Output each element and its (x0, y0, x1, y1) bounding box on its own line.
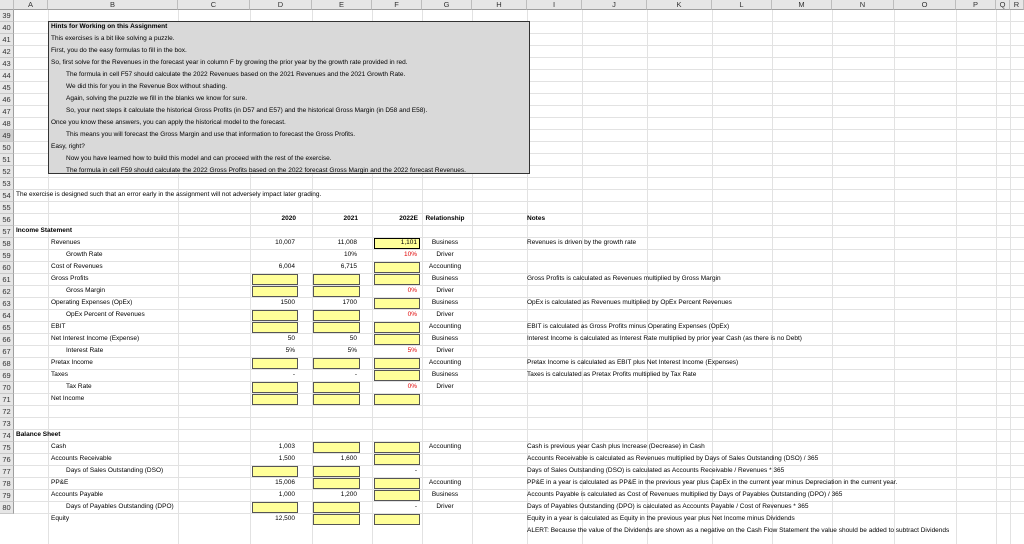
column-header-l[interactable]: L (712, 0, 772, 10)
row-header[interactable]: 65 (0, 322, 14, 334)
gridline (14, 225, 1024, 226)
gridline (14, 273, 1024, 274)
column-header-m[interactable]: M (772, 0, 832, 10)
gridline (14, 321, 1024, 322)
relationship-cell: Driver (436, 503, 454, 510)
row-header[interactable]: 64 (0, 310, 14, 322)
row-header[interactable]: 70 (0, 382, 14, 394)
balance-sheet-title: Balance Sheet (16, 431, 61, 438)
header-2022e: 2022E (399, 215, 418, 222)
cell-v2022[interactable]: - (414, 467, 417, 474)
header-notes: Notes (527, 215, 546, 222)
gridline (14, 297, 1024, 298)
cell-v2020[interactable]: 1,500 (278, 455, 295, 462)
header-relationship: Relationship (425, 215, 465, 222)
gridline (14, 333, 1024, 334)
column-header-n[interactable]: N (832, 0, 894, 10)
hint-line: The formula in cell F59 should calculate the 2022 Gross Profits based on the 2022 forecast Gross Margin and the 2022 forecast Revenues. (66, 167, 466, 174)
gridline (1010, 10, 1011, 544)
row-header[interactable]: 48 (0, 118, 14, 130)
gridline (996, 10, 997, 544)
input-cell[interactable] (252, 274, 298, 285)
column-header-h[interactable]: H (472, 0, 527, 10)
row-header[interactable]: 49 (0, 130, 14, 142)
note-cell: Equity in a year is calculated as Equity in the previous year plus Net Income minus Dividends (527, 515, 795, 522)
hint-line: This exercises is a bit like solving a puzzle. (51, 35, 175, 42)
row-header[interactable]: 43 (0, 58, 14, 70)
note-cell: Days of Payables Outstanding (DPO) is calculated as Accounts Payable / Cost of Revenues * 365 (527, 503, 809, 510)
input-cell[interactable] (252, 322, 298, 333)
income-statement-title: Income Statement (16, 227, 72, 234)
row-header[interactable]: 68 (0, 358, 14, 370)
relationship-cell: Driver (436, 287, 454, 294)
row-label: Net Income (51, 395, 85, 402)
gridline (14, 441, 1024, 442)
cell-v2021[interactable]: 5% (347, 347, 357, 354)
row-label: Tax Rate (66, 383, 92, 390)
cell-v2021[interactable]: 1,600 (340, 455, 357, 462)
cell-v2022[interactable]: - (414, 503, 417, 510)
gridline (14, 453, 1024, 454)
row-label: EBIT (51, 323, 66, 330)
row-header[interactable]: 46 (0, 94, 14, 106)
cell-v2020[interactable]: 50 (287, 335, 295, 342)
cell-v2020[interactable]: 6,004 (278, 263, 295, 270)
relationship-cell: Accounting (428, 323, 462, 330)
input-cell[interactable] (313, 382, 360, 393)
row-header[interactable]: 53 (0, 178, 14, 190)
gridline (14, 513, 1024, 514)
row-label: Accounts Payable (51, 491, 104, 498)
row-label: Gross Profits (51, 275, 89, 282)
select-all-corner[interactable] (0, 0, 14, 10)
note-cell: Cash is previous year Cash plus Increase (Decrease) in Cash (527, 443, 705, 450)
row-header[interactable]: 75 (0, 442, 14, 454)
cell-v2021[interactable]: 1700 (342, 299, 357, 306)
column-header-q[interactable]: Q (996, 0, 1010, 10)
relationship-cell: Business (431, 491, 459, 498)
row-header[interactable]: 74 (0, 430, 14, 442)
column-header-f[interactable]: F (372, 0, 422, 10)
hint-line: Once you know these answers, you can apply the historical model to the forecast. (51, 119, 286, 126)
relationship-cell: Business (431, 371, 459, 378)
column-header-k[interactable]: K (647, 0, 712, 10)
gridline (14, 357, 1024, 358)
note-cell: Days of Sales Outstanding (DSO) is calculated as Accounts Receivable / Revenues * 365 (527, 467, 785, 474)
input-cell[interactable] (252, 286, 298, 297)
cell-v2021[interactable]: 11,008 (337, 239, 357, 246)
row-header[interactable]: 55 (0, 202, 14, 214)
row-label: OpEx Percent of Revenues (66, 311, 145, 318)
row-header[interactable]: 67 (0, 346, 14, 358)
note-cell: Gross Profits is calculated as Revenues multiplied by Gross Margin (527, 275, 721, 282)
cell-v2021[interactable]: 10% (343, 251, 357, 258)
header-2020: 2020 (281, 215, 296, 222)
cell-v2020[interactable]: 5% (285, 347, 295, 354)
relationship-cell: Accounting (428, 359, 462, 366)
row-header[interactable]: 44 (0, 70, 14, 82)
gridline (894, 10, 895, 544)
input-cell[interactable] (313, 322, 360, 333)
input-cell[interactable] (313, 310, 360, 321)
gridline (14, 213, 1024, 214)
hint-line: Again, solving the puzzle we fill in the blanks we know for sure. (66, 95, 248, 102)
row-header[interactable]: 60 (0, 262, 14, 274)
note-cell: Taxes is calculated as Pretax Profits multiplied by Tax Rate (527, 371, 697, 378)
column-header-o[interactable]: O (894, 0, 956, 10)
hint-line: Easy, right? (51, 143, 85, 150)
cell-v2020[interactable]: 1500 (280, 299, 295, 306)
column-header-a[interactable]: A (14, 0, 48, 10)
input-cell[interactable] (313, 394, 360, 405)
row-header[interactable]: 72 (0, 406, 14, 418)
note-cell: EBIT is calculated as Gross Profits minus Operating Expenses (OpEx) (527, 323, 730, 330)
column-header-c[interactable]: C (178, 0, 250, 10)
input-cell[interactable] (252, 382, 298, 393)
row-header[interactable]: 71 (0, 394, 14, 406)
hint-line: Now you have learned how to build this model and can proceed with the rest of the exercise. (66, 155, 332, 162)
row-header[interactable]: 42 (0, 46, 14, 58)
gridline (14, 393, 1024, 394)
gridline (14, 177, 1024, 178)
row-label: Cost of Revenues (51, 263, 103, 270)
gridline (14, 309, 1024, 310)
column-header-b[interactable]: B (48, 0, 178, 10)
gridline (14, 381, 1024, 382)
row-label: PP&E (51, 479, 69, 486)
row-header[interactable]: 69 (0, 370, 14, 382)
input-cell[interactable] (313, 514, 360, 525)
row-label: Accounts Receivable (51, 455, 112, 462)
column-header-g[interactable]: G (422, 0, 472, 10)
row-header[interactable]: 79 (0, 490, 14, 502)
gridline (14, 405, 1024, 406)
row-label: Equity (51, 515, 70, 522)
row-label: Revenues (51, 239, 81, 246)
row-header[interactable]: 45 (0, 82, 14, 94)
note-cell: Revenues is driven by the growth rate (527, 239, 637, 246)
relationship-cell: Accounting (428, 443, 462, 450)
note-cell: Accounts Payable is calculated as Cost of Revenues multiplied by Days of Payables Outstanding (DPO) / 365 (527, 491, 843, 498)
cell-v2021[interactable]: 50 (349, 335, 357, 342)
row-label: Days of Sales Outstanding (DSO) (66, 467, 164, 474)
row-header[interactable]: 51 (0, 154, 14, 166)
row-header[interactable]: 77 (0, 466, 14, 478)
row-header[interactable]: 59 (0, 250, 14, 262)
input-cell[interactable] (313, 358, 360, 369)
relationship-cell: Accounting (428, 479, 462, 486)
row-header[interactable]: 54 (0, 190, 14, 202)
row-label: Operating Expenses (OpEx) (51, 299, 133, 306)
row-header[interactable]: 73 (0, 418, 14, 430)
relationship-cell: Business (431, 239, 459, 246)
relationship-cell: Business (431, 335, 459, 342)
cell-v2021[interactable]: 1,200 (340, 491, 357, 498)
row-header[interactable]: 40 (0, 22, 14, 34)
cell-v2020[interactable]: 1,003 (278, 443, 295, 450)
grading-note: The exercise is designed such that an error early in the assignment will not adversely impact later grading. (16, 191, 322, 198)
hint-line: So, first solve for the Revenues in the forecast year in column F by growing the prior year by the growth rate provided in red. (51, 59, 408, 66)
gridline (14, 417, 1024, 418)
gridline (14, 261, 1024, 262)
cell-v2022[interactable]: 0% (407, 311, 417, 318)
cell-v2022[interactable]: 10% (403, 251, 417, 258)
note-cell: Interest Income is calculated as Interest Rate multiplied by prior year Cash (as there is no Debt) (527, 335, 802, 342)
relationship-cell: Driver (436, 311, 454, 318)
row-label: Growth Rate (66, 251, 103, 258)
note-cell: Accounts Receivable is calculated as Revenues multiplied by Days of Sales Outstanding (DSO) / 365 (527, 455, 819, 462)
input-cell[interactable] (313, 286, 360, 297)
gridline (14, 489, 1024, 490)
row-header[interactable]: 50 (0, 142, 14, 154)
row-header[interactable]: 78 (0, 478, 14, 490)
cell-v2021[interactable]: 6,715 (340, 263, 357, 270)
input-cell[interactable] (313, 274, 360, 285)
input-cell[interactable] (313, 466, 360, 477)
note-cell: PP&E in a year is calculated as PP&E in the previous year plus CapEx in the current year minus Depreciation in the current year. (527, 479, 898, 486)
relationship-cell: Accounting (428, 263, 462, 270)
relationship-cell: Business (431, 275, 459, 282)
column-header-p[interactable]: P (956, 0, 996, 10)
gridline (832, 10, 833, 544)
column-header-r[interactable]: R (1010, 0, 1024, 10)
cell-v2020[interactable]: 15,006 (275, 479, 295, 486)
relationship-cell: Driver (436, 383, 454, 390)
row-label: Taxes (51, 371, 68, 378)
gridline (14, 237, 1024, 238)
gridline (14, 429, 1024, 430)
header-2021: 2021 (343, 215, 358, 222)
input-cell[interactable] (374, 514, 420, 525)
gridline (14, 285, 1024, 286)
row-label: Gross Margin (66, 287, 106, 294)
row-label: Cash (51, 443, 67, 450)
row-label: Interest Rate (66, 347, 104, 354)
gridline (14, 201, 1024, 202)
row-header[interactable]: 41 (0, 34, 14, 46)
column-header-i[interactable]: I (527, 0, 582, 10)
relationship-cell: Driver (436, 347, 454, 354)
input-cell[interactable] (374, 394, 420, 405)
column-header-d[interactable]: D (250, 0, 312, 10)
relationship-cell: Business (431, 299, 459, 306)
input-cell[interactable] (252, 394, 298, 405)
row-label: Days of Payables Outstanding (DPO) (66, 503, 174, 510)
row-header[interactable]: 61 (0, 274, 14, 286)
note-cell: OpEx is calculated as Revenues multiplied by OpEx Percent Revenues (527, 299, 732, 306)
row-header[interactable]: 62 (0, 286, 14, 298)
row-header[interactable]: 47 (0, 106, 14, 118)
row-header[interactable]: 56 (0, 214, 14, 226)
hint-line: So, your next steps it calculate the historical Gross Profits (in D57 and E57) and the historical Gross Margin (in D58 and E58). (66, 107, 428, 114)
cell-v2020[interactable]: 12,500 (275, 515, 295, 522)
gridline (956, 10, 957, 544)
row-header[interactable]: 39 (0, 10, 14, 22)
cell-v2020[interactable]: 1,000 (278, 491, 295, 498)
cell-v2021[interactable]: - (354, 371, 357, 378)
row-header[interactable]: 52 (0, 166, 14, 178)
input-cell[interactable] (374, 454, 420, 465)
row-header[interactable]: 58 (0, 238, 14, 250)
column-header-j[interactable]: J (582, 0, 647, 10)
input-cell[interactable] (252, 358, 298, 369)
input-cell[interactable] (252, 502, 298, 513)
note-cell: ALERT: Because the value of the Dividends are shown as a negative on the Cash Flow Statement the value should be added to subtract Dividends (527, 527, 950, 534)
hints-title: Hints for Working on this Assignment (51, 23, 168, 30)
cell-v2020[interactable]: - (292, 371, 295, 378)
input-cell[interactable] (313, 478, 360, 489)
gridline (14, 345, 1024, 346)
cell-v2020[interactable]: 10,007 (275, 239, 295, 246)
note-cell: Pretax Income is calculated as EBIT plus Net Interest Income (Expenses) (527, 359, 739, 366)
row-header[interactable]: 57 (0, 226, 14, 238)
cell-v2022[interactable]: 5% (407, 347, 417, 354)
input-cell[interactable] (313, 502, 360, 513)
input-cell[interactable] (313, 442, 360, 453)
input-cell[interactable] (252, 466, 298, 477)
row-header[interactable]: 66 (0, 334, 14, 346)
row-label: Net Interest Income (Expense) (51, 335, 140, 342)
row-label: Pretax Income (51, 359, 93, 366)
gridline (14, 369, 1024, 370)
row-header[interactable]: 76 (0, 454, 14, 466)
gridline (14, 465, 1024, 466)
row-header[interactable]: 63 (0, 298, 14, 310)
hint-line: This means you will forecast the Gross Margin and use that information to forecast the Gross Profits. (66, 131, 356, 138)
hint-line: We did this for you in the Revenue Box without shading. (66, 83, 228, 90)
cell-v2022[interactable]: 1,101 (400, 239, 417, 246)
gridline (14, 249, 1024, 250)
input-cell[interactable] (252, 310, 298, 321)
hint-line: The formula in cell F57 should calculate the 2022 Revenues based on the 2021 Revenues and the 2021 Growth Rate. (66, 71, 406, 78)
cell-v2022[interactable]: 0% (407, 383, 417, 390)
cell-v2022[interactable]: 0% (407, 287, 417, 294)
relationship-cell: Driver (436, 251, 454, 258)
hint-line: First, you do the easy formulas to fill in the box. (51, 47, 187, 54)
row-header[interactable]: 80 (0, 502, 14, 514)
column-header-e[interactable]: E (312, 0, 372, 10)
